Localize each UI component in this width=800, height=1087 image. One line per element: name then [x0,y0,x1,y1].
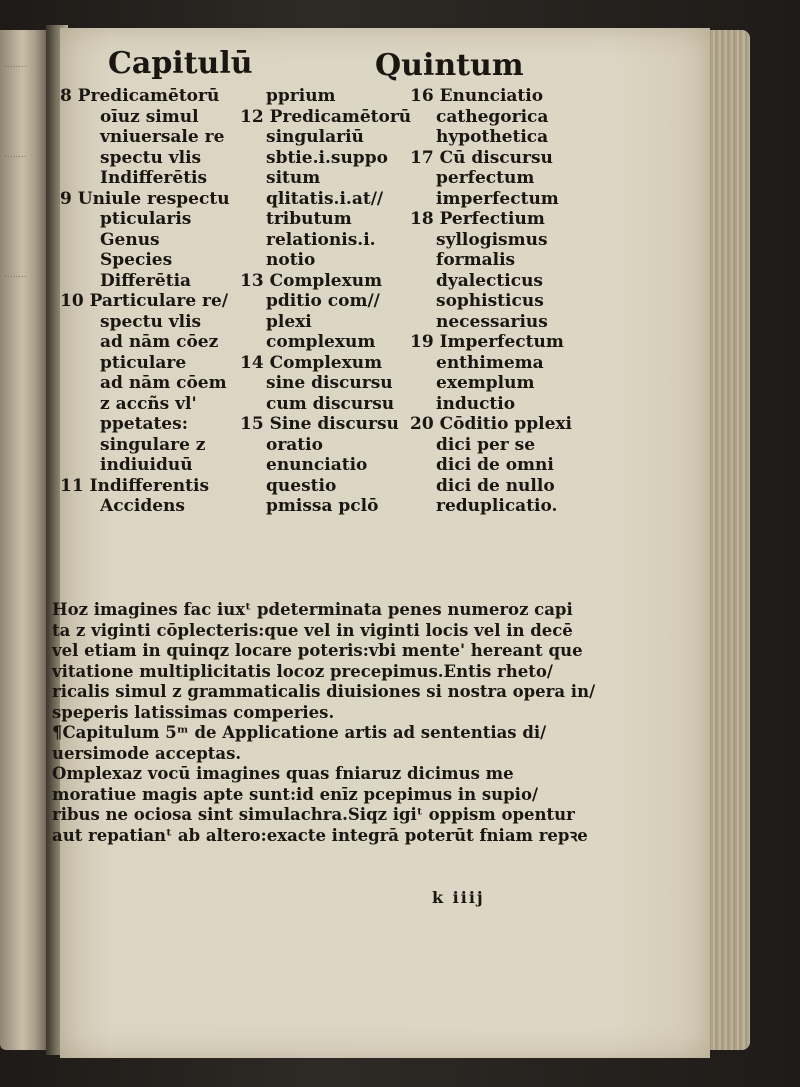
col1-line: Accidens [100,496,185,516]
bodytext-line: uersimode acceptas. [52,743,242,763]
col2-line: complexum [266,332,376,352]
col3-line: dici de omni [436,455,554,475]
column-1 [60,86,230,517]
col2-line: plexi [266,311,312,332]
col3-line: 19 Imperfectum [410,332,564,352]
body-text [52,600,596,846]
col3-line: dici de nullo [436,475,555,496]
col1-line: 9 Uniule respectu [60,188,230,209]
col2-line: pditio com// [266,291,380,311]
col1-line: oīuz simul [100,106,199,127]
col2-line: sbtie.i.suppo [266,147,388,168]
bodytext-line: ricalis simul z grammaticalis diuisiones si nostra opera in/ [52,682,596,701]
col2-line: oratio [266,434,323,455]
col1-line: z accñs vl' [100,393,197,414]
col1-line: Differētia [100,270,192,291]
column-3 [410,86,572,517]
col1-line: pticularis [100,209,192,229]
col2-line: singulariū [266,127,364,147]
col2-line: notio [266,250,316,270]
col1-line: ad nām cōez [100,332,219,352]
col3-line: 20 Cōditio pplexi [410,414,572,434]
col1-line: Species [100,250,173,270]
folio-signature: k iiij [432,888,485,907]
col1-line: Indifferētis [100,168,208,188]
col2-line: enunciatio [266,455,368,475]
col1-line: 11 Indifferentis [60,475,210,496]
header-right: Quintum [375,48,524,83]
col1-line: spectu vlis [100,147,202,168]
col3-line: perfectum [436,168,535,188]
col2-line: situm [266,168,321,188]
col2-line: 14 Complexum [240,352,383,373]
bodytext-line: vitatione multiplicitatis locoz precepimus.Entis rheto/ [52,661,553,681]
col3-line: 18 Perfectium [410,209,545,229]
col1-line: 8 Predicamētorū [60,86,220,106]
bodytext-line: moratiue magis apte sunt:id enīz pcepimus in supio/ [52,784,538,804]
col1-line: Genus [100,229,160,250]
col2-line: relationis.i. [266,229,376,250]
col2-line: cum discursu [266,393,395,414]
col1-line: 10 Particulare re/ [60,291,229,311]
bodytext-line: Hoz imagines fac iuxᵗ pdeterminata penes numeroz capi [52,600,573,619]
col3-line: dyalecticus [436,270,543,291]
col2-line: 12 Predicamētorū [240,106,412,127]
bodytext-line: vel etiam in quinqz locare poteris:vbi mente' hereant que [52,641,583,660]
col3-line: sophisticus [436,291,544,311]
col1-line: indiuiduū [100,455,193,475]
col1-line: pticulare [100,352,187,373]
col3-line: 16 Enunciatio [410,86,544,106]
bodytext-line: ta z viginti cōplecteris:que vel in viginti locis vel in decē [52,620,573,640]
col2-line: 13 Complexum [240,270,383,291]
col3-line: syllogismus [436,229,548,250]
col3-line: 17 Cū discursu [410,147,553,168]
col3-line: necessarius [436,311,548,332]
col1-line: spectu vlis [100,311,202,332]
header-left: Capitulū [108,46,253,81]
col1-line: vniuersale re [100,127,225,147]
col3-line: imperfectum [436,188,559,209]
col3-line: hypothetica [436,127,549,147]
col3-line: cathegorica [436,106,549,127]
col2-line: sine discursu [266,373,393,393]
col2-line: 15 Sine discursu [240,414,399,434]
bodytext-line: ¶Capitulum 5ᵐ de Applicatione artis ad sententias di/ [52,723,547,742]
col2-line: pmissa pclō [266,496,379,516]
col3-line: reduplicatio. [436,496,558,516]
bodytext-line: speꝑeris latissimas comperies. [52,702,335,722]
col3-line: exemplum [436,373,535,393]
col1-line: singulare z [100,434,206,455]
col2-line: tributum [266,209,352,229]
col2-line: questio [266,475,337,496]
col1-line: ppetates: [100,414,188,434]
col2-line: pprium [266,86,336,106]
col1-line: ad nām cōem [100,373,227,393]
left-page-edge: ........ ........ ........ [0,30,50,1050]
bodytext-line: aut repatianᵗ ab altero:exacte integrā poterūt fniam repꝛe [52,825,588,845]
bodytext-line: ribus ne ociosa sint simulachra.Siqz igiᵗ oppism opentur [52,805,575,824]
col3-line: enthimema [436,352,544,373]
col3-line: inductio [436,393,516,414]
col3-line: formalis [436,250,516,270]
col2-line: qlitatis.i.at// [266,188,384,209]
bodytext-line: Omplexaz vocū imagines quas fniaruz dicimus me [52,764,514,783]
col3-line: dici per se [436,434,536,455]
column-2 [240,86,411,517]
